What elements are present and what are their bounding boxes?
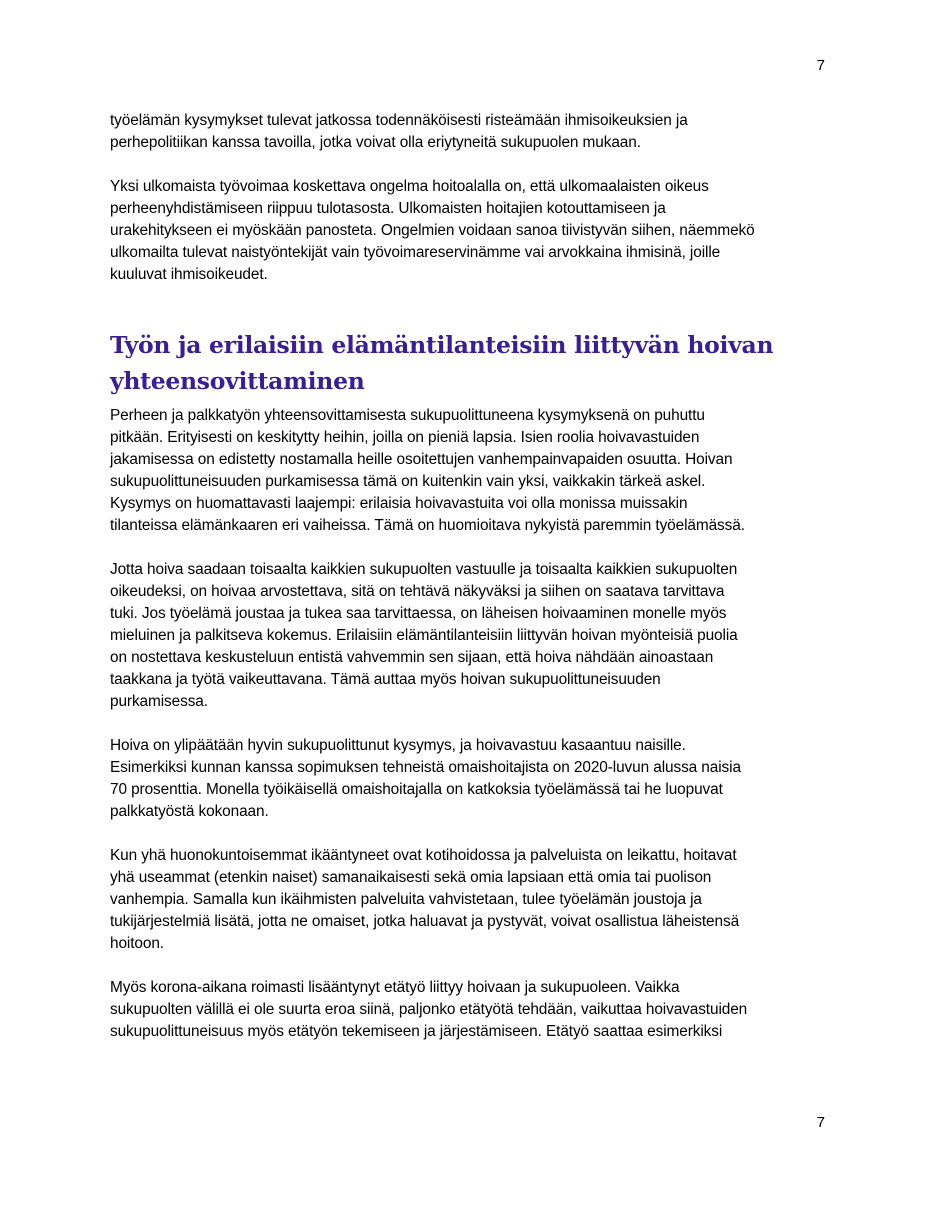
paragraph bbox=[110, 110, 830, 154]
paragraph-line: Kun yhä huonokuntoisemmat ikääntyneet ovat kotihoidossa ja palveluista on leikattu, hoitavat bbox=[110, 847, 737, 864]
paragraph-line: tilanteissa elämänkaaren eri vaiheissa. Tämä on huomioitava nykyistä paremmin työelämässä. bbox=[110, 517, 745, 534]
paragraph bbox=[110, 559, 830, 713]
page-number-bottom: 7 bbox=[816, 1114, 825, 1131]
paragraph-spacer bbox=[110, 823, 830, 845]
paragraph-line: jakamisessa on edistetty nostamalla heille osoitettujen vanhempainvapaiden osuutta. Hoivan bbox=[110, 451, 733, 468]
paragraph-line: ulkomailta tulevat naistyöntekijät vain työvoimareservinämme vai arvokkaina ihmisinä, joille bbox=[110, 244, 721, 261]
paragraph-line: Esimerkiksi kunnan kanssa sopimuksen tehneistä omaishoitajista on 2020-luvun alussa naisia bbox=[110, 759, 741, 776]
paragraph-line: työelämän kysymykset tulevat jatkossa todennäköisesti risteämään ihmisoikeuksien ja bbox=[110, 112, 688, 129]
paragraph bbox=[110, 735, 830, 823]
paragraph-line: 70 prosenttia. Monella työikäisellä omaishoitajalla on katkoksia työelämässä tai he luopuvat bbox=[110, 781, 723, 798]
paragraph-spacer bbox=[110, 955, 830, 977]
paragraph-line: palkkatyöstä kokonaan. bbox=[110, 803, 269, 820]
paragraph-line: on nostettava keskusteluun entistä vahvemmin sen sijaan, että hoiva nähdään ainoastaan bbox=[110, 649, 714, 666]
paragraph bbox=[110, 176, 830, 286]
paragraph-line: yhä useammat (etenkin naiset) samanaikaisesti sekä omia lapsiaan että omia tai puolison bbox=[110, 869, 712, 886]
section-paragraphs bbox=[110, 405, 830, 1043]
paragraph-line: oikeudeksi, on hoivaa arvostettava, sitä on tehtävä näkyväksi ja siihen on saatava tarvittava bbox=[110, 583, 725, 600]
paragraph-line: taakkana ja työtä vaikeuttavana. Tämä auttaa myös hoivan sukupuolittuneisuuden bbox=[110, 671, 661, 688]
paragraph-line: sukupuolittuneisuus myös etätyön tekemiseen ja järjestämiseen. Etätyö saattaa esimerkiksi bbox=[110, 1023, 723, 1040]
paragraph-line: perheenyhdistämiseen riippuu tulotasosta. Ulkomaisten hoitajien kotouttamiseen ja bbox=[110, 200, 666, 217]
paragraph-line: Myös korona-aikana roimasti lisääntynyt etätyö liittyy hoivaan ja sukupuoleen. Vaikka bbox=[110, 979, 680, 996]
paragraph-spacer bbox=[110, 537, 830, 559]
paragraph-line: vanhempia. Samalla kun ikäihmisten palveluita vahvistetaan, tulee työelämän joustoja ja bbox=[110, 891, 702, 908]
document-body bbox=[110, 110, 830, 1043]
paragraph-line: sukupuolittuneisuuden purkamisessa tämä on kuitenkin vain yksi, vaikkakin tärkeä askel. bbox=[110, 473, 706, 490]
paragraph-line: purkamisessa. bbox=[110, 693, 208, 710]
heading-line: Työn ja erilaisiin elämäntilanteisiin liittyvän hoivan bbox=[110, 331, 774, 359]
paragraph bbox=[110, 845, 830, 955]
paragraph-line: hoitoon. bbox=[110, 935, 164, 952]
paragraph-line: tukijärjestelmiä lisätä, jotta ne omaiset, jotka haluavat ja pystyvät, voivat osallistua läheistensä bbox=[110, 913, 740, 930]
section-heading bbox=[110, 327, 830, 399]
paragraph-line: Jotta hoiva saadaan toisaalta kaikkien sukupuolten vastuulle ja toisaalta kaikkien sukupuolten bbox=[110, 561, 738, 578]
paragraph-line: Perheen ja palkkatyön yhteensovittamisesta sukupuolittuneena kysymyksenä on puhuttu bbox=[110, 407, 705, 424]
paragraph-line: kuuluvat ihmisoikeudet. bbox=[110, 266, 268, 283]
paragraph-line: Hoiva on ylipäätään hyvin sukupuolittunut kysymys, ja hoivavastuu kasaantuu naisille. bbox=[110, 737, 686, 754]
page-number-top: 7 bbox=[816, 57, 825, 74]
paragraph-spacer bbox=[110, 154, 830, 176]
paragraph-line: sukupuolten välillä ei ole suurta eroa siinä, paljonko etätyötä tehdään, vaikuttaa hoivavastuiden bbox=[110, 1001, 748, 1018]
paragraph bbox=[110, 405, 830, 537]
paragraph-line: urakehitykseen ei myöskään panosteta. Ongelmien voidaan sanoa tiivistyvän siihen, näemmekö bbox=[110, 222, 755, 239]
paragraph-line: Yksi ulkomaista työvoimaa koskettava ongelma hoitoalalla on, että ulkomaalaisten oikeus bbox=[110, 178, 709, 195]
paragraph bbox=[110, 977, 830, 1043]
intro-paragraphs bbox=[110, 110, 830, 286]
paragraph-line: pitkään. Erityisesti on keskitytty heihin, joilla on pieniä lapsia. Isien roolia hoivavastuiden bbox=[110, 429, 700, 446]
heading-line: yhteensovittaminen bbox=[110, 367, 365, 395]
paragraph-line: mieluinen ja palkitseva kokemus. Erilaisiin elämäntilanteisiin liittyvän hoivan myönteisiä puolia bbox=[110, 627, 738, 644]
paragraph-line: tuki. Jos työelämä joustaa ja tukea saa tarvittaessa, on läheisen hoivaaminen monelle myös bbox=[110, 605, 727, 622]
paragraph-spacer bbox=[110, 713, 830, 735]
paragraph-line: perhepolitiikan kanssa tavoilla, jotka voivat olla eriytyneitä sukupuolen mukaan. bbox=[110, 134, 641, 151]
section-spacer bbox=[110, 286, 830, 327]
paragraph-line: Kysymys on huomattavasti laajempi: erilaisia hoivavastuita voi olla monissa muissakin bbox=[110, 495, 688, 512]
